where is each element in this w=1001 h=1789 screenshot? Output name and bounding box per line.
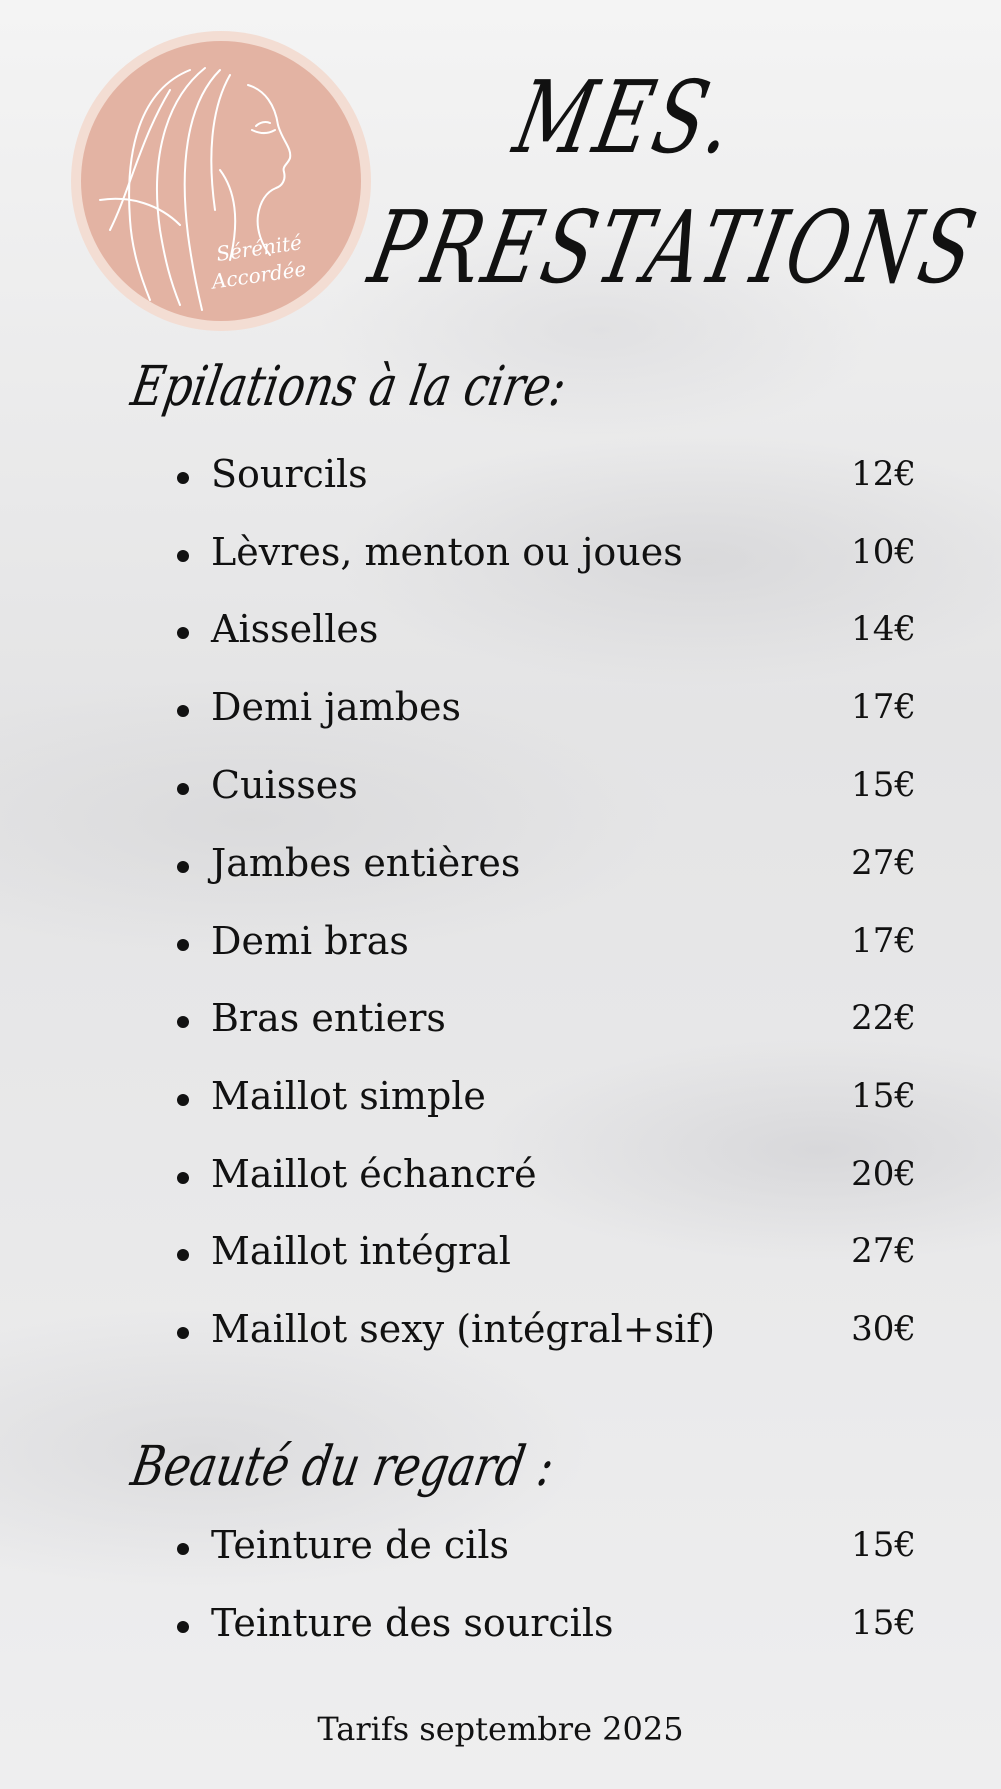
bullet-icon — [177, 1543, 189, 1555]
list-item — [0, 603, 1001, 663]
list-item — [0, 1070, 1001, 1130]
bullet-icon — [177, 783, 189, 795]
bullet-icon — [177, 627, 189, 639]
service-price: 15€ — [851, 1076, 916, 1116]
list-item — [0, 681, 1001, 741]
service-label: Teinture des sourcils — [211, 1601, 614, 1645]
list-item — [0, 1303, 1001, 1363]
service-price: 20€ — [851, 1154, 916, 1194]
service-label: Maillot sexy (intégral+sif) — [211, 1307, 716, 1351]
section-title-waxing: Epilations à la cire: — [126, 355, 571, 419]
bullet-icon — [177, 472, 189, 484]
service-price: 10€ — [851, 532, 916, 572]
list-item — [0, 992, 1001, 1052]
bullet-icon — [177, 1094, 189, 1106]
pricing-date-footer: Tarifs septembre 2025 — [317, 1710, 684, 1748]
bullet-icon — [177, 1621, 189, 1633]
section-title-eye-beauty: Beauté du regard : — [126, 1435, 559, 1499]
service-label: Bras entiers — [211, 996, 446, 1040]
bullet-icon — [177, 939, 189, 951]
bullet-icon — [177, 550, 189, 562]
service-price: 27€ — [851, 843, 916, 883]
service-label: Maillot échancré — [211, 1152, 537, 1196]
page-title-line1: MES. — [505, 60, 748, 177]
list-item — [0, 759, 1001, 819]
service-price: 15€ — [851, 1603, 916, 1643]
service-price: 17€ — [851, 921, 916, 961]
service-label: Jambes entières — [211, 841, 521, 885]
brand-line2: Accordée — [210, 256, 308, 294]
service-price: 15€ — [851, 1525, 916, 1565]
list-item — [0, 448, 1001, 508]
woman-profile-logo-icon — [70, 30, 372, 332]
list-item — [0, 1225, 1001, 1285]
list-item — [0, 1148, 1001, 1208]
service-label: Maillot intégral — [211, 1229, 511, 1273]
service-label: Teinture de cils — [211, 1523, 509, 1567]
list-item — [0, 526, 1001, 586]
bullet-icon — [177, 705, 189, 717]
brand-logo — [70, 30, 372, 332]
bullet-icon — [177, 1249, 189, 1261]
service-label: Maillot simple — [211, 1074, 486, 1118]
bullet-icon — [177, 1327, 189, 1339]
service-label: Demi jambes — [211, 685, 462, 729]
bullet-icon — [177, 861, 189, 873]
service-price: 15€ — [851, 765, 916, 805]
service-label: Aisselles — [211, 607, 379, 651]
bullet-icon — [177, 1172, 189, 1184]
list-item — [0, 1519, 1001, 1579]
service-price: 22€ — [851, 998, 916, 1038]
list-item — [0, 1597, 1001, 1657]
service-price: 30€ — [851, 1309, 916, 1349]
service-price: 14€ — [851, 609, 916, 649]
service-price: 17€ — [851, 687, 916, 727]
brand-line1: Sérénité — [214, 230, 304, 266]
list-item — [0, 915, 1001, 975]
service-price: 27€ — [851, 1231, 916, 1271]
service-label: Cuisses — [211, 763, 358, 807]
page-title-line2: PRESTATIONS — [360, 190, 989, 307]
service-price: 12€ — [851, 454, 916, 494]
service-label: Demi bras — [211, 919, 409, 963]
service-label: Lèvres, menton ou joues — [211, 530, 683, 574]
bullet-icon — [177, 1016, 189, 1028]
service-label: Sourcils — [211, 452, 368, 496]
list-item — [0, 837, 1001, 897]
